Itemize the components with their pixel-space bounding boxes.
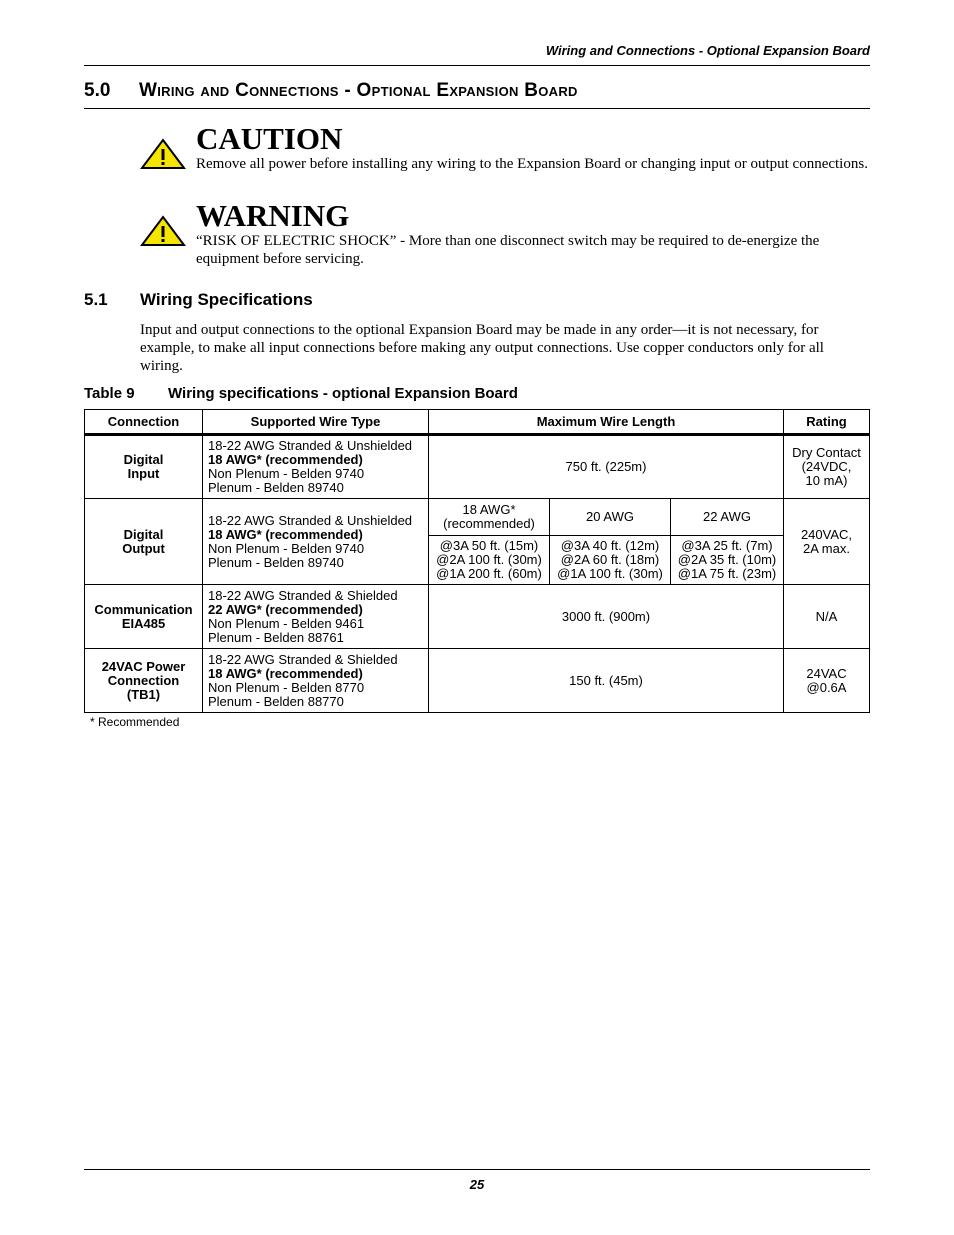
rating-line: 2A max.: [803, 540, 850, 556]
rating-cell: N/A: [784, 585, 870, 649]
length-line: @1A 100 ft. (30m): [557, 566, 663, 581]
header-max-length: Maximum Wire Length: [429, 410, 784, 435]
length-line: @1A 200 ft. (60m): [436, 566, 542, 581]
connection-cell: [85, 649, 203, 713]
table-caption: [84, 385, 518, 402]
max-length-cell: 150 ft. (45m): [429, 649, 784, 713]
max-length-cell: 3000 ft. (900m): [429, 585, 784, 649]
rating-cell: [784, 649, 870, 713]
table-row: [85, 499, 870, 536]
sub-header-20awg: 20 AWG: [550, 499, 671, 536]
connection-line: EIA485: [121, 615, 166, 631]
rating-cell: [784, 435, 870, 499]
caution-notice: [140, 123, 870, 173]
connection-line: 24VAC Power: [101, 658, 186, 674]
wire-line: Plenum - Belden 88761: [208, 629, 344, 645]
sub-header-18awg: [429, 499, 550, 536]
subsection-number: 5.1: [84, 290, 108, 309]
intro-paragraph: Input and output connections to the optional Expansion Board may be made in any order—it is not necessary, for example, to make all input connections before making any output connections. Use copper conductors only for all wiring.: [140, 322, 824, 374]
connection-cell: [85, 585, 203, 649]
header-wire-type: Supported Wire Type: [203, 410, 429, 435]
rating-line: 240VAC,: [800, 526, 853, 542]
table-row: [85, 585, 870, 649]
length-line: @3A 50 ft. (15m): [439, 538, 539, 553]
wire-line: 18-22 AWG Stranded & Shielded: [208, 651, 398, 667]
connection-line: Digital: [123, 526, 164, 542]
rating-line: Dry Contact: [792, 445, 861, 460]
wire-line: Plenum - Belden 89740: [208, 554, 344, 570]
connection-cell: [85, 499, 203, 585]
wire-line: Non Plenum - Belden 9461: [208, 615, 365, 631]
header-connection: Connection: [85, 410, 203, 435]
connection-cell: [85, 435, 203, 499]
table-row: [85, 649, 870, 713]
rating-line: 24VAC: [806, 665, 847, 681]
wire-line: Non Plenum - Belden 9740: [208, 466, 365, 481]
caution-heading: CAUTION: [196, 121, 343, 156]
table-row: [85, 435, 870, 499]
length-line: @3A 40 ft. (12m): [560, 538, 660, 553]
wire-type-cell: [203, 499, 429, 585]
warning-triangle-icon: [140, 138, 186, 170]
warning-text: “RISK OF ELECTRIC SHOCK” - More than one disconnect switch may be required to de-energize the equipment before servicing.: [196, 233, 820, 267]
subsection-heading: [84, 290, 313, 310]
wire-type-cell: [203, 585, 429, 649]
wire-type-cell: [203, 649, 429, 713]
subsection-title: Wiring Specifications: [140, 290, 313, 309]
length-18awg-cell: [429, 536, 550, 585]
wire-line: Plenum - Belden 88770: [208, 693, 344, 709]
warning-heading: WARNING: [196, 198, 350, 233]
table-footnote: * Recommended: [90, 715, 180, 729]
wire-recommended: 18 AWG* (recommended): [208, 665, 363, 681]
table-header-row: [85, 410, 870, 435]
sub-header-22awg: 22 AWG: [671, 499, 784, 536]
connection-line: Connection: [107, 672, 180, 688]
wire-line: Non Plenum - Belden 9740: [208, 540, 365, 556]
wire-recommended: 18 AWG* (recommended): [208, 452, 363, 467]
length-line: @2A 60 ft. (18m): [560, 552, 660, 567]
wire-line: 18-22 AWG Stranded & Unshielded: [208, 512, 413, 528]
header-rating: Rating: [784, 410, 870, 435]
connection-line: Output: [122, 540, 165, 556]
sub-header-line: (recommended): [443, 516, 535, 531]
max-length-cell: 750 ft. (225m): [429, 435, 784, 499]
length-line: @1A 75 ft. (23m): [677, 566, 777, 581]
table-caption-text: Wiring specifications - optional Expansion Board: [168, 385, 518, 402]
length-line: @3A 25 ft. (7m): [681, 538, 773, 553]
wire-line: 18-22 AWG Stranded & Shielded: [208, 587, 398, 603]
warning-triangle-icon: [140, 215, 186, 247]
rating-line: @0.6A: [806, 679, 847, 695]
connection-line: Communication: [94, 601, 193, 617]
table-label: Table 9: [84, 385, 135, 402]
wiring-spec-table: [84, 409, 870, 713]
caution-text: Remove all power before installing any wiring to the Expansion Board or changing input or output connections.: [196, 156, 868, 172]
footer-rule: [84, 1169, 870, 1170]
wire-type-cell: [203, 435, 429, 499]
section-title: Wiring and Connections - Optional Expansion Board: [139, 80, 578, 101]
length-22awg-cell: [671, 536, 784, 585]
wire-recommended: 18 AWG* (recommended): [208, 526, 363, 542]
connection-line: (TB1): [126, 686, 161, 702]
wire-recommended: 22 AWG* (recommended): [208, 601, 363, 617]
header-rule: [84, 65, 870, 66]
wire-line: Non Plenum - Belden 8770: [208, 679, 365, 695]
warning-notice: [140, 200, 870, 268]
connection-line: Digital: [123, 452, 164, 467]
connection-line: Input: [127, 466, 160, 481]
section-rule: [84, 108, 870, 109]
running-header: Wiring and Connections - Optional Expansion Board: [545, 43, 870, 58]
length-line: @2A 35 ft. (10m): [677, 552, 777, 567]
rating-line: 10 mA): [805, 473, 848, 488]
wire-line: 18-22 AWG Stranded & Unshielded: [208, 438, 413, 453]
length-line: @2A 100 ft. (30m): [436, 552, 542, 567]
length-20awg-cell: [550, 536, 671, 585]
section-heading: [84, 80, 578, 102]
sub-header-line: 18 AWG*: [462, 502, 516, 517]
section-number: 5.0: [84, 80, 111, 101]
rating-cell: [784, 499, 870, 585]
page-number: 25: [469, 1177, 485, 1192]
rating-line: (24VDC,: [801, 459, 852, 474]
wire-line: Plenum - Belden 89740: [208, 480, 344, 495]
